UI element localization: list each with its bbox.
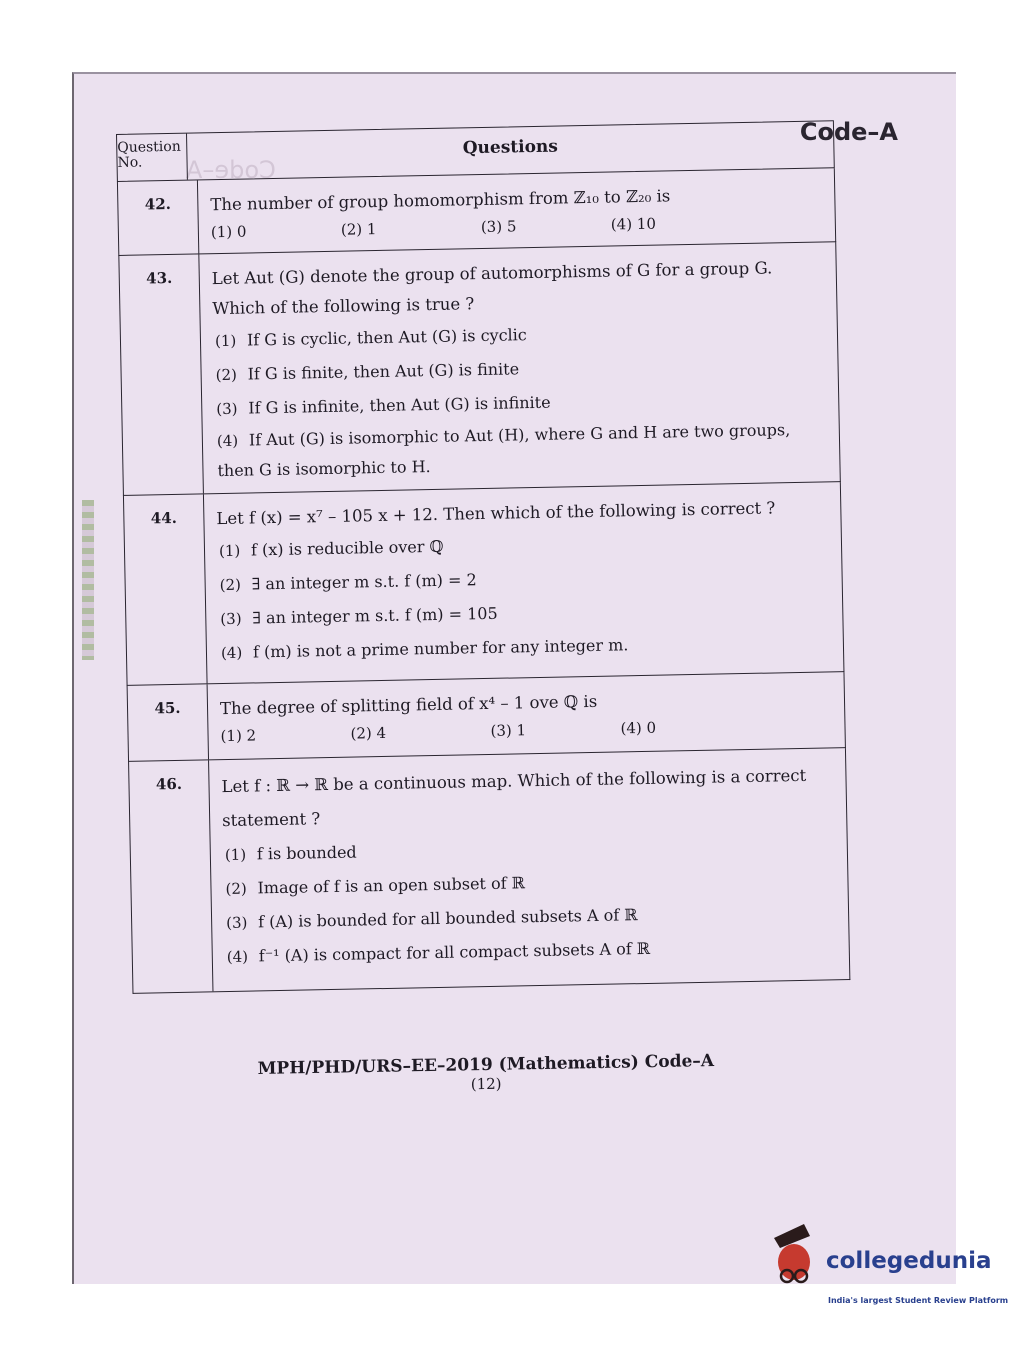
question-45 [127, 672, 846, 762]
option-2: (2) 1 [340, 220, 377, 239]
code-label: Code–A [799, 118, 898, 146]
header-question-no: Question No. [117, 134, 188, 181]
question-number: 44. [124, 494, 208, 685]
question-number: 45. [128, 684, 209, 761]
option-2: (2) Image of f is an open subset of ℝ [225, 873, 526, 899]
option-3: (3) If G is infinite, then Aut (G) is infinite [216, 392, 551, 419]
question-text: Let Aut (G) denote the group of automorphisms of G for a group G. Which of the following is true ? [211, 258, 773, 319]
question-text: Let f (x) = x⁷ – 105 x + 12. Then which of the following is correct ? [216, 498, 776, 529]
option-3: (3) 1 [490, 721, 527, 740]
question-44 [123, 482, 845, 686]
option-1: (1) 2 [220, 726, 257, 746]
mascot-icon [770, 1218, 830, 1298]
option-2: (2) 4 [350, 723, 387, 743]
question-text: The degree of splitting field of x⁴ – 1 ove ℚ is [219, 691, 598, 719]
option-1: (1) If G is cyclic, then Aut (G) is cyclic [214, 325, 527, 351]
option-2: (2) ∃ an integer m s.t. f (m) = 2 [219, 570, 477, 595]
header-questions: Questions [462, 136, 559, 159]
option-3: (3) ∃ an integer m s.t. f (m) = 105 [220, 603, 498, 629]
option-1: (1) 0 [210, 222, 247, 242]
question-text: The number of group homomorphism from ℤ₁₀ to ℤ₂₀ is [210, 186, 671, 215]
question-text: Let f : ℝ → ℝ be a continuous map. Which of the following is a correct statement ? [221, 765, 807, 831]
option-4: (4) 0 [620, 718, 657, 738]
question-number: 46. [129, 760, 213, 992]
option-1: (1) f is bounded [224, 842, 357, 865]
option-4: (4) 10 [610, 214, 657, 234]
brand-name: collegedunia [826, 1248, 992, 1274]
question-43 [118, 242, 840, 496]
option-3: (3) 5 [480, 217, 517, 237]
question-number: 42. [118, 180, 199, 255]
footer-title: MPH/PHD/URS–EE–2019 (Mathematics) Code–A [257, 1051, 715, 1079]
option-4: (4) f (m) is not a prime number for any integer m. [220, 635, 629, 663]
question-42 [117, 168, 836, 256]
binding-strip [82, 500, 94, 660]
question-number: 43. [119, 254, 204, 494]
questions-table [116, 120, 851, 1014]
option-3: (3) f (A) is bounded for all bounded subsets A of ℝ [225, 905, 638, 933]
option-1: (1) f (x) is reducible over ℚ [218, 536, 444, 561]
question-46 [128, 748, 850, 994]
collegedunia-logo [770, 1218, 1020, 1318]
option-4: (4) If Aut (G) is isomorphic to Aut (H), where G and H are two groups, then G is isomorphic to H. [216, 420, 791, 481]
option-4: (4) f⁻¹ (A) is compact for all compact subsets A of ℝ [226, 938, 651, 967]
page-number: (12) [470, 1074, 502, 1094]
brand-tagline: India's largest Student Review Platform [828, 1296, 1009, 1305]
bleed-through-text: Code–A [186, 156, 276, 184]
option-2: (2) If G is finite, then Aut (G) is finite [215, 359, 520, 385]
